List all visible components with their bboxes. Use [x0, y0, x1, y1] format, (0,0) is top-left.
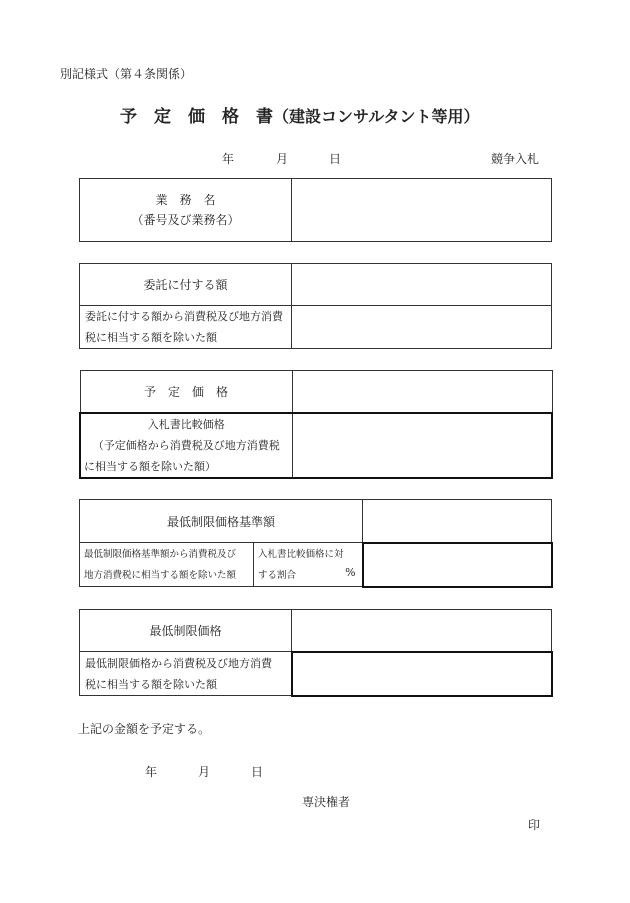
- bid-comparison-price-value-cell[interactable]: [292, 413, 552, 478]
- minimum-price-value-cell[interactable]: [292, 610, 552, 652]
- footer-date-month: 月: [198, 765, 211, 779]
- commission-amount-table: [79, 263, 552, 349]
- footer-date-year: 年: [145, 765, 158, 779]
- commission-amount-label: 委託に付する額: [80, 264, 292, 306]
- commission-excl-tax-line1: 委託に付する額から消費税及び地方消費: [85, 310, 283, 323]
- scheduled-price-value-cell[interactable]: [292, 371, 552, 413]
- statement-text: 上記の金額を予定する。: [78, 722, 211, 736]
- minimum-price-excl-tax-value-cell[interactable]: [292, 652, 552, 696]
- business-name-sublabel: （番号及び業務名）: [131, 213, 240, 227]
- bid-comparison-price-label-cell: [80, 413, 292, 478]
- commission-amount-value-cell[interactable]: [292, 264, 552, 306]
- bid-comparison-line3: に相当する額を除いた額）: [84, 459, 216, 473]
- authority-label: 専決権者: [302, 795, 351, 809]
- title-sub: （建設コンサルタント等用）: [273, 107, 480, 126]
- minimum-base-table: [79, 499, 553, 588]
- date-year-label: 年: [222, 152, 235, 166]
- minimum-base-excl-tax-label: [80, 543, 254, 587]
- minimum-price-excl-tax-label: [80, 652, 292, 696]
- percent-sign: %: [345, 566, 356, 579]
- minimum-price-label: 最低制限価格: [80, 610, 292, 652]
- seal-label: 印: [528, 818, 541, 832]
- ratio-value-cell[interactable]: [363, 543, 552, 587]
- date-day-label: 日: [329, 152, 342, 166]
- date-month-label: 月: [276, 152, 289, 166]
- business-name-label: 業 務 名: [155, 193, 216, 207]
- minimum-price-excl-line2: 税に相当する額を除いた額: [85, 677, 217, 691]
- minimum-base-value-cell[interactable]: [363, 500, 552, 543]
- ratio-line1: 入札書比較価格に対: [258, 548, 344, 560]
- business-name-label-cell: [80, 179, 292, 242]
- commission-excl-tax-line2: 税に相当する額を除いた額: [85, 331, 217, 344]
- commission-amount-excl-tax-label: [80, 306, 292, 349]
- bid-type-label: 競争入札: [491, 152, 540, 166]
- minimum-base-excl-line2: 地方消費税に相当する額を除いた額: [84, 569, 237, 581]
- bid-comparison-line1: 入札書比較価格: [147, 417, 225, 431]
- commission-amount-excl-tax-value-cell[interactable]: [292, 306, 552, 349]
- title-main: 予 定 価 格 書: [120, 107, 273, 127]
- minimum-base-excl-line1: 最低制限価格基準額から消費税及び: [84, 548, 237, 560]
- minimum-price-excl-line1: 最低制限価格から消費税及び地方消費: [85, 656, 272, 670]
- ratio-line2: する割合: [258, 569, 297, 581]
- minimum-price-table: [79, 609, 553, 697]
- ratio-to-bid-price-label: [254, 543, 363, 587]
- document-title: [120, 102, 480, 127]
- minimum-base-label: 最低制限価格基準額: [80, 500, 363, 543]
- business-name-table: [79, 178, 552, 242]
- scheduled-price-table: [79, 370, 553, 479]
- business-name-value-cell[interactable]: [292, 179, 552, 242]
- bid-comparison-line2: （予定価格から消費税及び地方消費税: [92, 438, 280, 452]
- scheduled-price-label: 予 定 価 格: [80, 371, 292, 413]
- form-reference: 別記様式（第４条関係）: [60, 67, 193, 81]
- footer-date-day: 日: [251, 765, 264, 779]
